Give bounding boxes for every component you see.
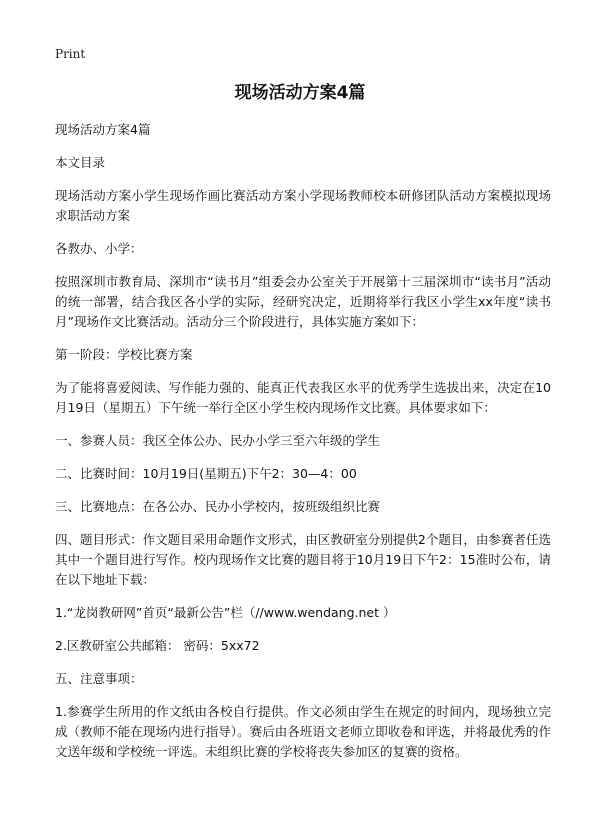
document-title: 现场活动方案4篇 (234, 83, 366, 103)
paragraph-toc-list: 现场活动方案小学生现场作画比赛活动方案小学现场教师校本研修团队活动方案模拟现场求职活动方案 (55, 188, 551, 223)
paragraph-subtitle: 现场活动方案4篇 (55, 122, 151, 137)
print-label[interactable]: Print (55, 47, 86, 61)
paragraph-toc-heading: 本文目录 (55, 155, 106, 170)
paragraph-participants: 一、参赛人员：我区全体公办、民办小学三至六年级的学生 (55, 433, 381, 448)
document-body (55, 120, 551, 775)
paragraph-mailbox: 2.区教研室公共邮箱： 密码：5xx72 (55, 638, 260, 653)
paragraph-topic-format: 四、题目形式：作文题目采用命题作文形式，由区教研室分别提供2个题目，由参赛者任选其中一个题目进行写作。校内现场作文比赛的题目将于10月19日下午2：15准时公布，请在以下地址下载： (55, 532, 551, 587)
paragraph-stage-heading: 第一阶段：学校比赛方案 (55, 347, 193, 362)
paragraph-note-1: 1.参赛学生所用的作文纸由各校自行提供。作文必须由学生在规定的时间内，现场独立完成（教师不能在现场内进行指导）。赛后由各班语文老师立即收卷和评选，并将最优秀的作文送年级和学校统一评选。未组织比赛的学校将丧失参加区的复赛的资格。 (55, 704, 551, 759)
paragraph-location: 三、比赛地点：在各公办、民办小学校内，按班级组织比赛 (55, 499, 381, 514)
paragraph-salutation: 各教办、小学： (55, 241, 143, 256)
paragraph-time: 二、比赛时间：10月19日(星期五)下午2：30—4：00 (55, 466, 357, 481)
paragraph-intro: 按照深圳市教育局、深圳市“读书月”组委会办公室关于开展第十三届深圳市“读书月”活动的统一部署，结合我区各小学的实际，经研究决定，近期将举行我区小学生xx年度“读书月”现场作文比赛活动。活动分三个阶段进行，具体实施方案如下： (55, 274, 551, 329)
paragraph-notes-heading: 五、注意事项： (55, 671, 143, 686)
paragraph-purpose: 为了能将喜爱阅读、写作能力强的、能真正代表我区水平的优秀学生选拔出来，决定在10月19日（星期五）下午统一举行全区小学生校内现场作文比赛。具体要求如下： (55, 380, 551, 415)
paragraph-download-link: 1.“龙岗教研网”首页“最新公告”栏（//www.wendang.net ） (55, 605, 396, 620)
